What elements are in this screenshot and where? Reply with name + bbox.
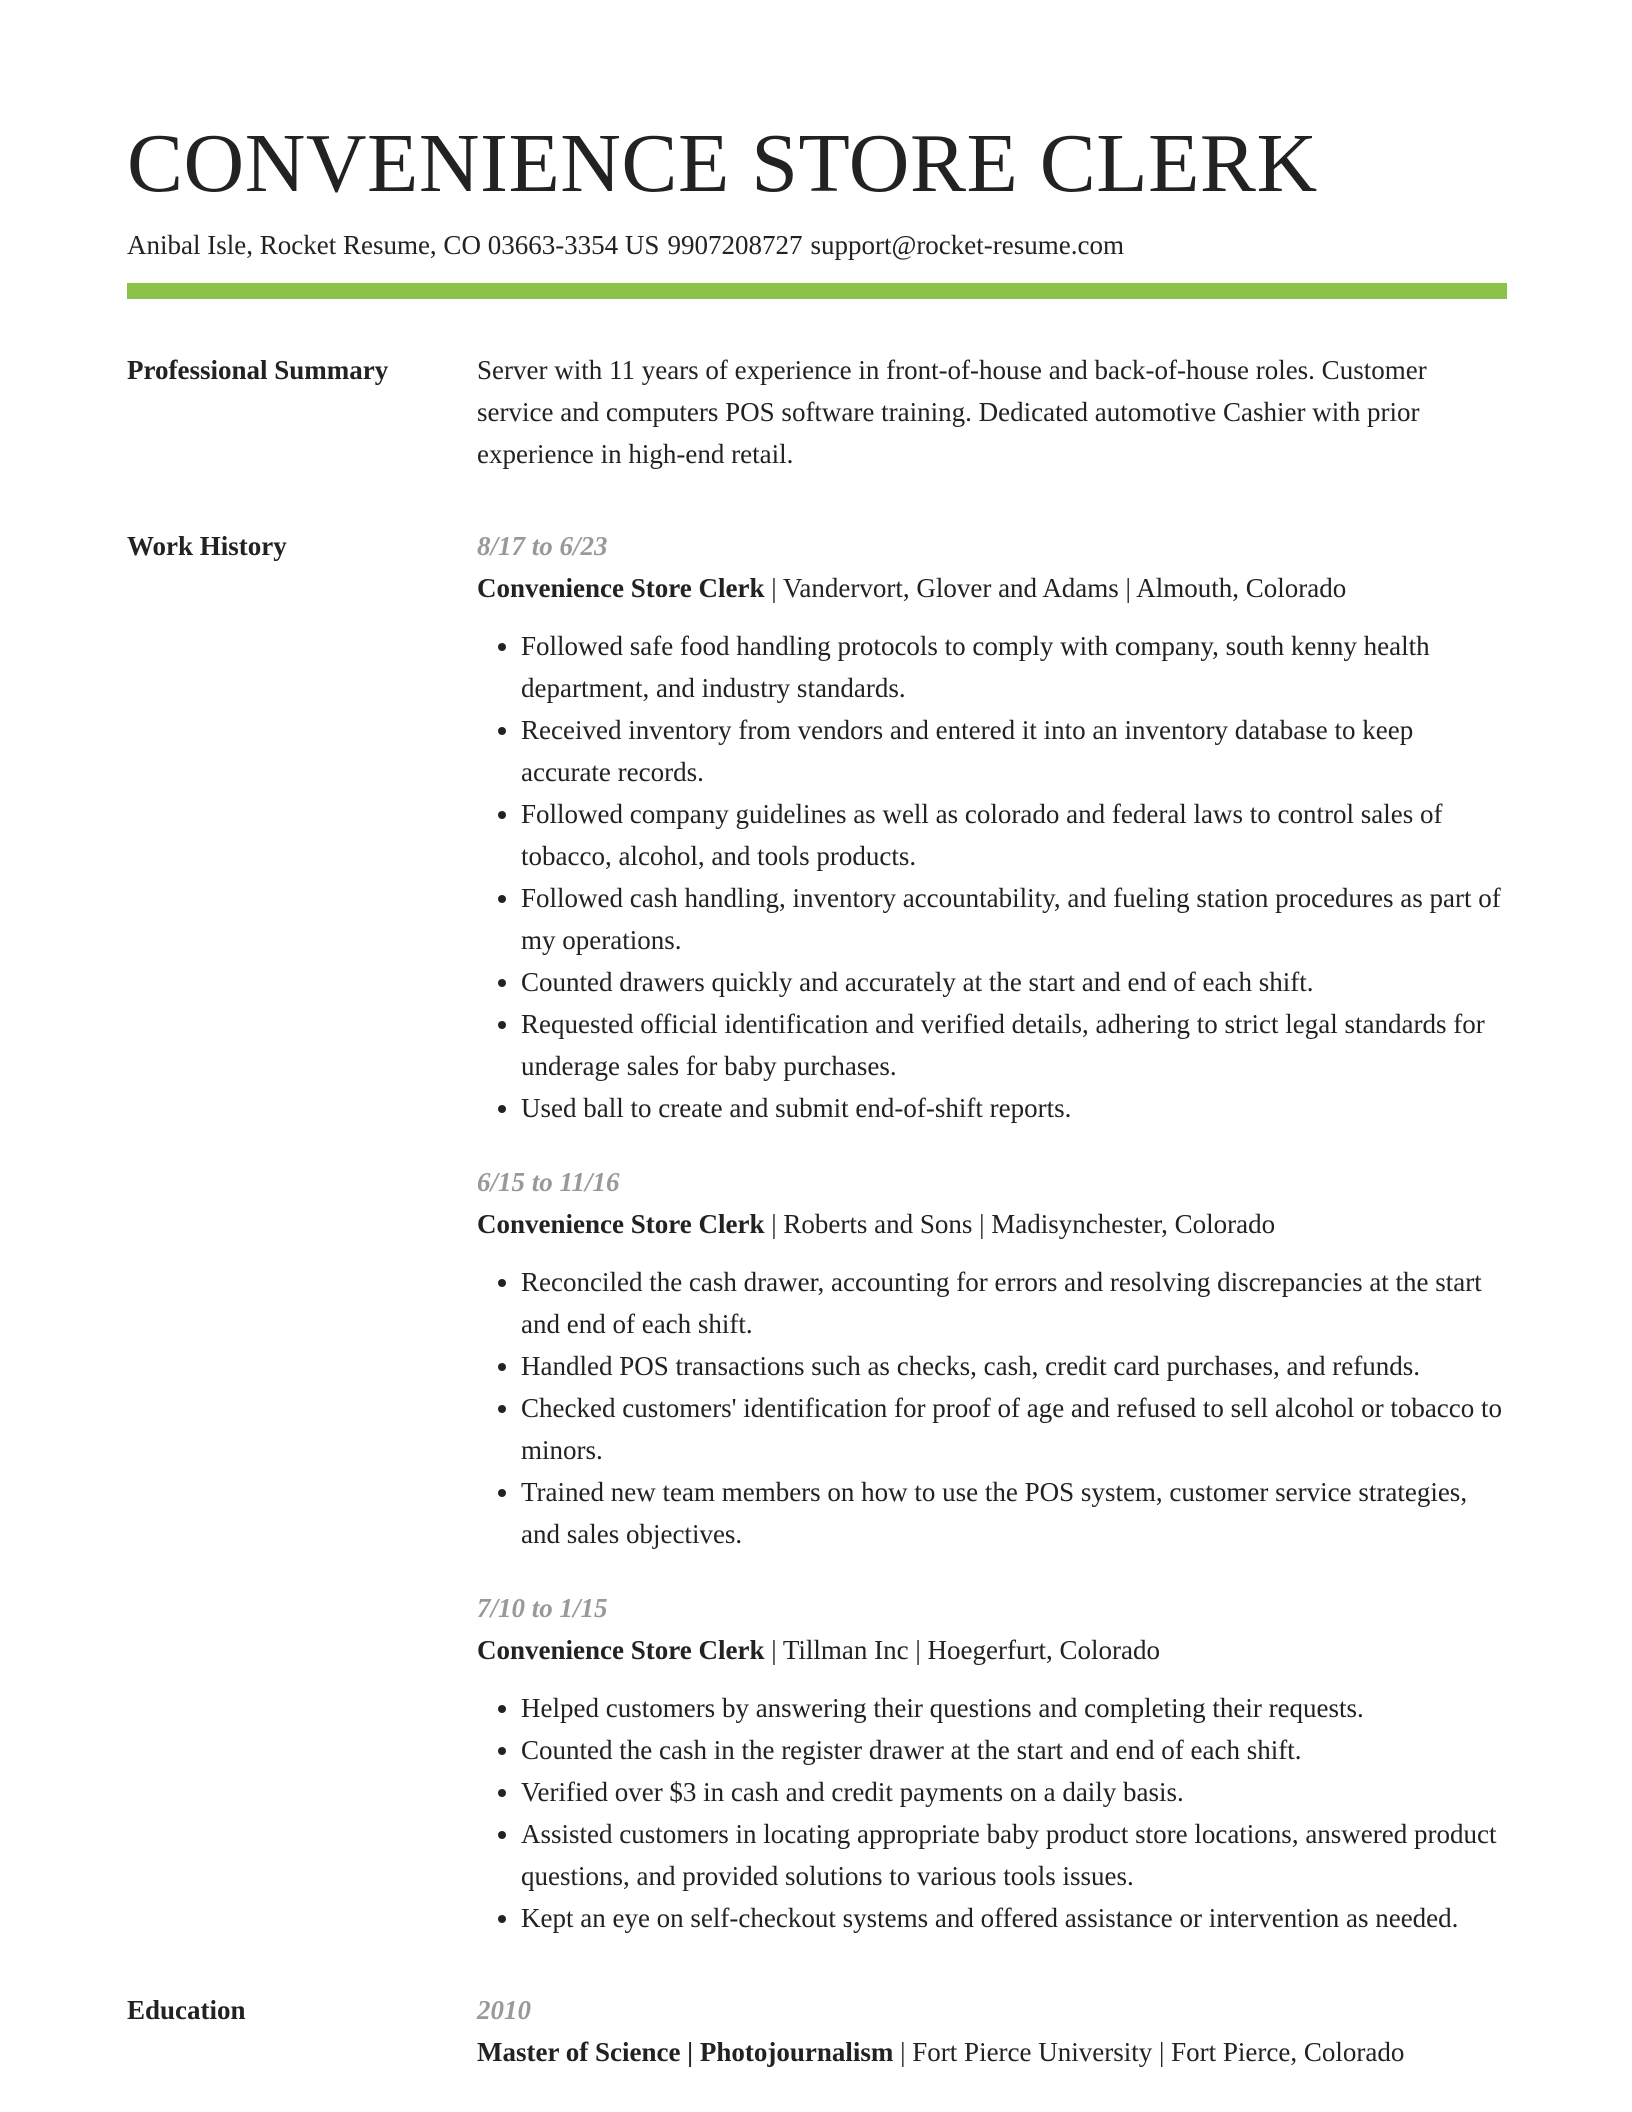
section-content — [477, 525, 1507, 1939]
section-heading: Work History — [127, 531, 287, 562]
section-content — [477, 1989, 1507, 2073]
job-bullets — [477, 1261, 1507, 1555]
job-role — [477, 567, 1507, 609]
education-section — [127, 1989, 1507, 2073]
contact-email: support@rocket-resume.com — [810, 230, 1124, 261]
list-item: • Followed cash handling, inventory accountability, and fueling station procedures as part of my operations. — [521, 877, 1507, 961]
job-entry — [477, 1161, 1507, 1555]
list-item: • Followed company guidelines as well as colorado and federal laws to control sales of tobacco, alcohol, and tools products. — [521, 793, 1507, 877]
contact-address: Anibal Isle, Rocket Resume, CO 03663-3354 US — [127, 230, 660, 261]
job-entry — [477, 525, 1507, 1129]
job-employer: | Roberts and Sons | Madisynchester, Colorado — [764, 1209, 1276, 1240]
job-title: Convenience Store Clerk — [477, 1209, 765, 1240]
list-item: • Checked customers' identification for proof of age and refused to sell alcohol or tobacco to minors. — [521, 1387, 1507, 1471]
list-item: • Trained new team members on how to use the POS system, customer service strategies, and sales objectives. — [521, 1471, 1507, 1555]
degree-title: Master of Science | Photojournalism — [477, 2037, 894, 2068]
list-item: • Followed safe food handling protocols to comply with company, south kenny health department, and industry standards. — [521, 625, 1507, 709]
list-item: • Received inventory from vendors and entered it into an inventory database to keep accurate records. — [521, 709, 1507, 793]
list-item: • Requested official identification and verified details, adhering to strict legal standards for underage sales for baby purchases. — [521, 1003, 1507, 1087]
list-item: • Counted drawers quickly and accurately at the start and end of each shift. — [521, 961, 1507, 1003]
job-dates: 8/17 to 6/23 — [477, 531, 608, 562]
section-heading: Professional Summary — [127, 355, 389, 386]
job-title: Convenience Store Clerk — [477, 1635, 765, 1666]
list-item: • Kept an eye on self-checkout systems and offered assistance or intervention as needed. — [521, 1897, 1507, 1939]
job-dates: 6/15 to 11/16 — [477, 1167, 620, 1198]
job-employer: | Tillman Inc | Hoegerfurt, Colorado — [764, 1635, 1160, 1666]
school-details: | Fort Pierce University | Fort Pierce, Colorado — [893, 2037, 1405, 2068]
resume-title: CONVENIENCE STORE CLERK — [127, 117, 1318, 210]
job-employer: | Vandervort, Glover and Adams | Almouth, Colorado — [764, 573, 1347, 604]
job-bullets — [477, 625, 1507, 1129]
contact-phone: 9907208727 — [667, 230, 803, 261]
education-entry — [477, 2031, 1507, 2073]
job-title: Convenience Store Clerk — [477, 573, 765, 604]
list-item: • Handled POS transactions such as checks, cash, credit card purchases, and refunds. — [521, 1345, 1507, 1387]
section-heading: Education — [127, 1995, 246, 2026]
job-entry — [477, 1587, 1507, 1939]
job-role — [477, 1629, 1507, 1671]
job-dates: 7/10 to 1/15 — [477, 1593, 608, 1624]
work-history-section — [127, 525, 1507, 1939]
section-content — [477, 349, 1507, 475]
list-item: • Used ball to create and submit end-of-shift reports. — [521, 1087, 1507, 1129]
accent-divider — [127, 283, 1507, 299]
list-item: • Helped customers by answering their questions and completing their requests. — [521, 1687, 1507, 1729]
list-item: • Reconciled the cash drawer, accounting for errors and resolving discrepancies at the start and end of each shift. — [521, 1261, 1507, 1345]
list-item: • Counted the cash in the register drawer at the start and end of each shift. — [521, 1729, 1507, 1771]
list-item: • Assisted customers in locating appropriate baby product store locations, answered product questions, and provided solutions to various tools issues. — [521, 1813, 1507, 1897]
job-role — [477, 1203, 1507, 1245]
job-bullets — [477, 1687, 1507, 1939]
summary-text: Server with 11 years of experience in front-of-house and back-of-house roles. Customer service and computers POS software training. Dedicated automotive Cashier with prior experience in high-end retail. — [477, 355, 1427, 470]
professional-summary-section — [127, 349, 1507, 475]
education-year: 2010 — [477, 1995, 531, 2026]
list-item: • Verified over $3 in cash and credit payments on a daily basis. — [521, 1771, 1507, 1813]
contact-line — [127, 228, 1507, 263]
